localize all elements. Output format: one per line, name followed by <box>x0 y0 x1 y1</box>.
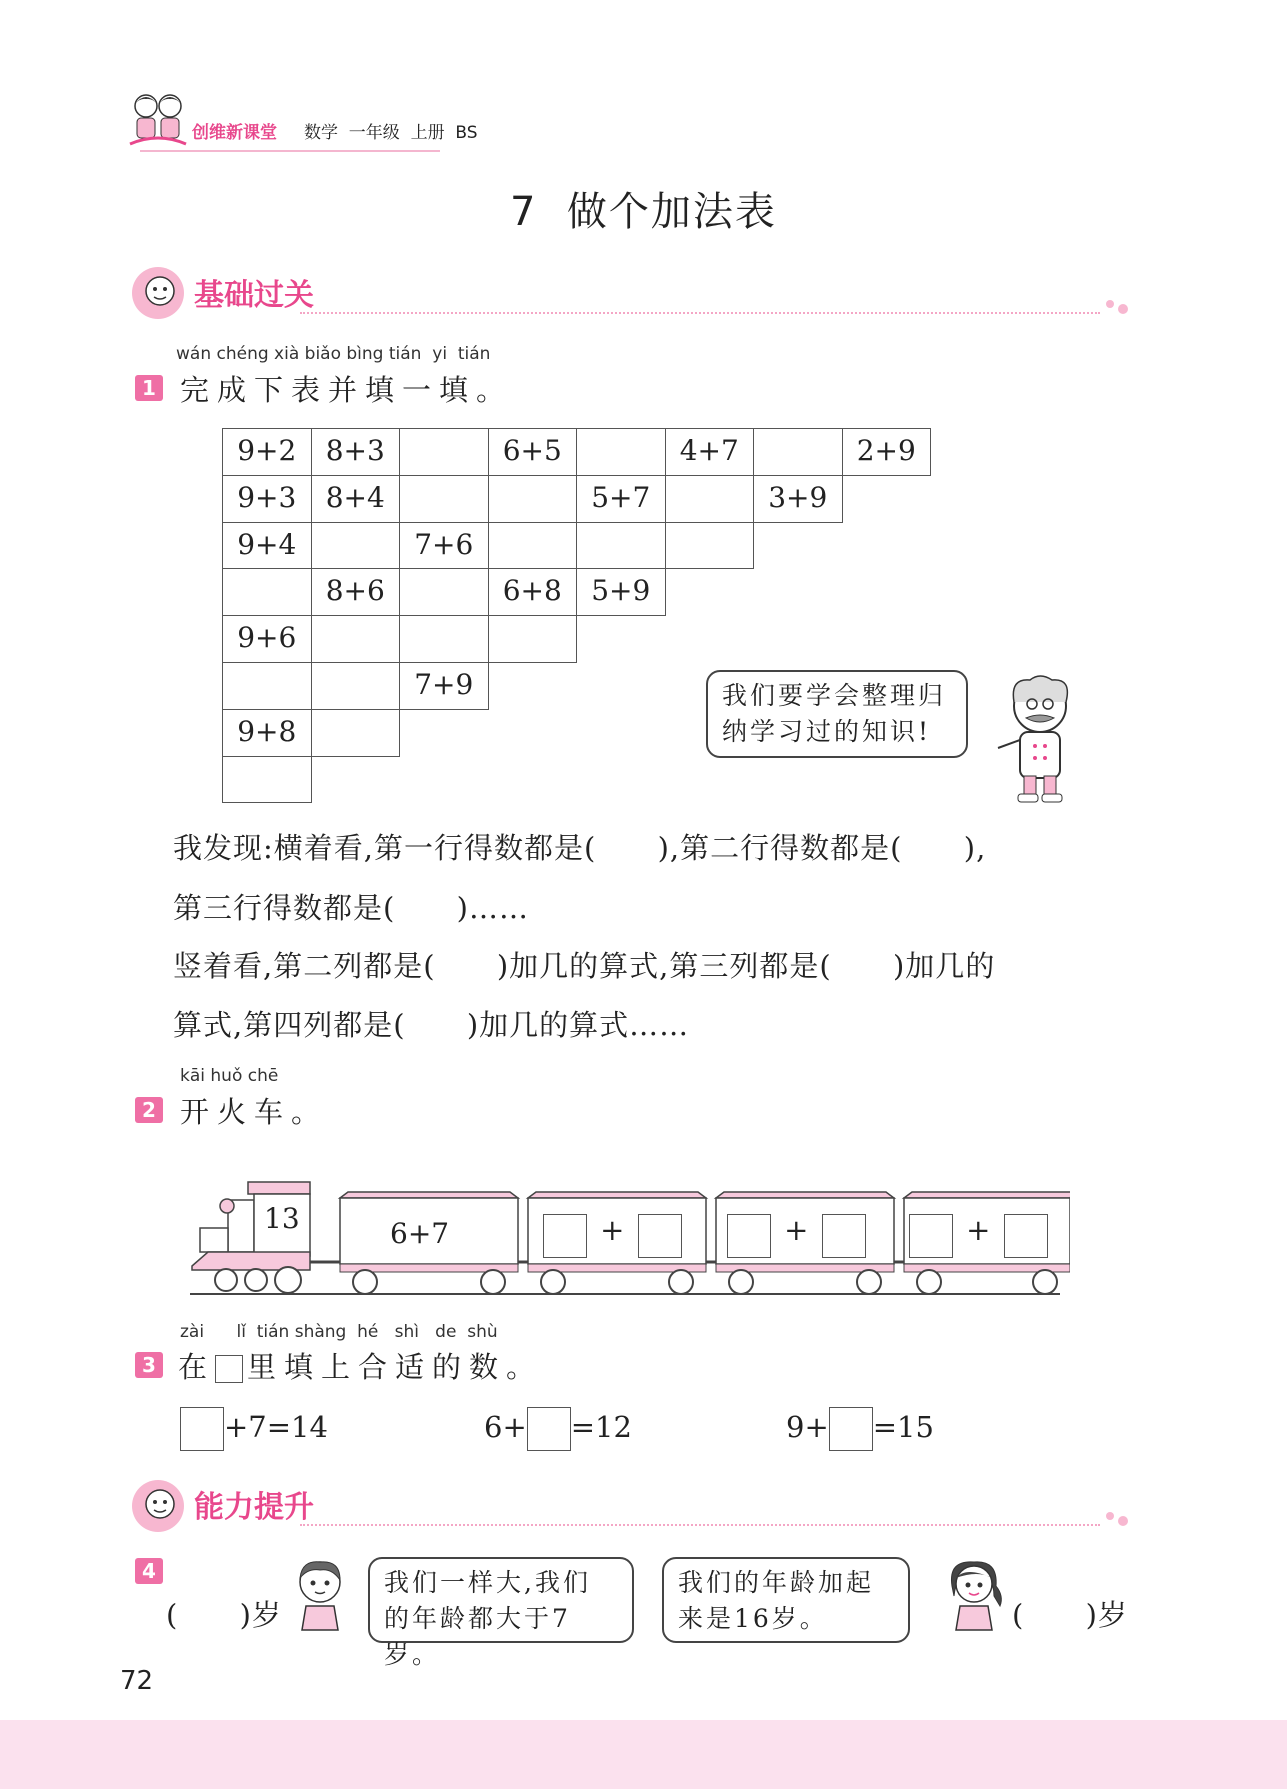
teacher-figure-icon <box>990 668 1090 808</box>
q1-discover-line: 竖着看,第二列都是( )加几的算式,第三列都是( )加几的 <box>173 949 996 983</box>
answer-box[interactable] <box>180 1407 224 1451</box>
table-cell: 9+3 <box>222 475 312 523</box>
boy-speech-bubble: 我们一样大,我们的年龄都大于7岁。 <box>368 1557 634 1643</box>
table-cell[interactable] <box>753 428 843 476</box>
table-cell: 6+5 <box>488 428 578 476</box>
section-divider <box>300 312 1100 314</box>
q1-pinyin: wán chéng xià biǎo bìng tián yi tián <box>176 344 491 364</box>
answer-box[interactable] <box>543 1214 587 1258</box>
table-cell[interactable] <box>222 756 312 804</box>
table-cell: 2+9 <box>842 428 932 476</box>
table-cell[interactable] <box>311 615 401 663</box>
divider-dot <box>1118 1516 1128 1526</box>
header-underline <box>140 150 440 152</box>
header-kids-logo <box>126 88 190 154</box>
table-cell[interactable] <box>222 662 312 710</box>
girl-speech-bubble: 我们的年龄加起来是16岁。 <box>662 1557 910 1643</box>
eq-text: 6+ <box>484 1410 527 1444</box>
q1-text: 完成下表并填一填。 <box>180 373 514 407</box>
answer-box[interactable] <box>638 1214 682 1258</box>
plus-sign: + <box>600 1213 625 1247</box>
table-cell[interactable] <box>311 709 401 757</box>
answer-box[interactable] <box>727 1214 771 1258</box>
q4-left-age: ( )岁 <box>166 1598 282 1632</box>
table-cell: 6+8 <box>488 568 578 616</box>
header-brand: 创维新课堂 <box>192 123 277 143</box>
page-number: 72 <box>120 1666 154 1696</box>
table-cell[interactable] <box>488 615 578 663</box>
q3-text <box>178 1345 543 1386</box>
table-cell[interactable] <box>488 522 578 570</box>
table-cell[interactable] <box>576 428 666 476</box>
q1-discover-line: 算式,第四列都是( )加几的算式…… <box>173 1008 690 1042</box>
table-cell: 9+2 <box>222 428 312 476</box>
table-cell: 8+4 <box>311 475 401 523</box>
table-cell[interactable] <box>576 522 666 570</box>
q3-number: 3 <box>135 1352 163 1378</box>
eq-text: 9+ <box>786 1410 829 1444</box>
answer-box[interactable] <box>1004 1214 1048 1258</box>
table-cell: 3+9 <box>753 475 843 523</box>
q3-equation-2 <box>484 1407 632 1451</box>
plus-sign: + <box>966 1213 991 1247</box>
q3-text-end: 里填上合适的数。 <box>247 1350 544 1384</box>
train-car-1-text: 6+7 <box>390 1217 450 1250</box>
header-subject: 数学 一年级 上册 BS <box>304 123 478 143</box>
table-cell: 5+7 <box>576 475 666 523</box>
table-cell[interactable] <box>399 475 489 523</box>
answer-box[interactable] <box>822 1214 866 1258</box>
section-divider <box>300 1524 1100 1526</box>
table-cell[interactable] <box>311 522 401 570</box>
q1-number: 1 <box>135 375 163 401</box>
table-cell[interactable] <box>222 568 312 616</box>
girl-figure-icon <box>938 1556 1008 1632</box>
q2-number: 2 <box>135 1097 163 1123</box>
table-cell[interactable] <box>399 615 489 663</box>
q3-equation-3 <box>786 1407 934 1451</box>
table-cell: 7+9 <box>399 662 489 710</box>
section-title-basic: 基础过关 <box>194 278 314 313</box>
teacher-avatar-icon <box>130 265 186 321</box>
table-cell: 9+6 <box>222 615 312 663</box>
q3-equation-1 <box>180 1407 328 1451</box>
q4-right-age: ( )岁 <box>1012 1598 1128 1632</box>
table-cell: 9+4 <box>222 522 312 570</box>
lesson-title: 7 做个加法表 <box>510 189 777 235</box>
table-cell[interactable] <box>311 662 401 710</box>
eq-text: =12 <box>570 1410 632 1444</box>
table-cell[interactable] <box>399 428 489 476</box>
train-car-blank-group <box>543 1213 682 1258</box>
footer-band <box>0 1720 1287 1789</box>
train-car-blank-group <box>727 1213 866 1258</box>
table-cell[interactable] <box>399 568 489 616</box>
section-title-advanced: 能力提升 <box>194 1490 314 1525</box>
q4-number: 4 <box>135 1558 163 1584</box>
table-cell: 4+7 <box>665 428 755 476</box>
table-cell: 5+9 <box>576 568 666 616</box>
table-cell[interactable] <box>488 475 578 523</box>
divider-dot <box>1106 300 1114 308</box>
table-cell[interactable] <box>665 522 755 570</box>
table-cell: 9+8 <box>222 709 312 757</box>
q3-pinyin: zài lǐ tián shàng hé shì de shù <box>180 1322 498 1342</box>
table-cell: 8+3 <box>311 428 401 476</box>
answer-box[interactable] <box>909 1214 953 1258</box>
q1-discover-line: 第三行得数都是( )…… <box>173 891 529 925</box>
answer-box[interactable] <box>527 1407 571 1451</box>
table-cell[interactable] <box>665 475 755 523</box>
teacher-speech-bubble: 我们要学会整理归纳学习过的知识! <box>706 670 968 758</box>
q3-text-start: 在 <box>178 1350 216 1384</box>
plus-sign: + <box>784 1213 809 1247</box>
engine-number: 13 <box>264 1202 300 1235</box>
table-cell: 7+6 <box>399 522 489 570</box>
train-car-blank-group <box>909 1213 1048 1258</box>
table-cell: 8+6 <box>311 568 401 616</box>
q2-text: 开火车。 <box>180 1095 329 1129</box>
teacher-avatar-icon <box>130 1478 186 1534</box>
box-glyph <box>215 1355 243 1383</box>
q1-discover-line: 我发现:横着看,第一行得数都是( ),第二行得数都是( ), <box>173 831 987 865</box>
eq-text: =15 <box>872 1410 934 1444</box>
answer-box[interactable] <box>829 1407 873 1451</box>
divider-dot <box>1106 1512 1114 1520</box>
divider-dot <box>1118 304 1128 314</box>
eq-text: +7=14 <box>224 1410 328 1444</box>
boy-figure-icon <box>288 1556 352 1632</box>
q2-pinyin: kāi huǒ chē <box>180 1066 279 1086</box>
